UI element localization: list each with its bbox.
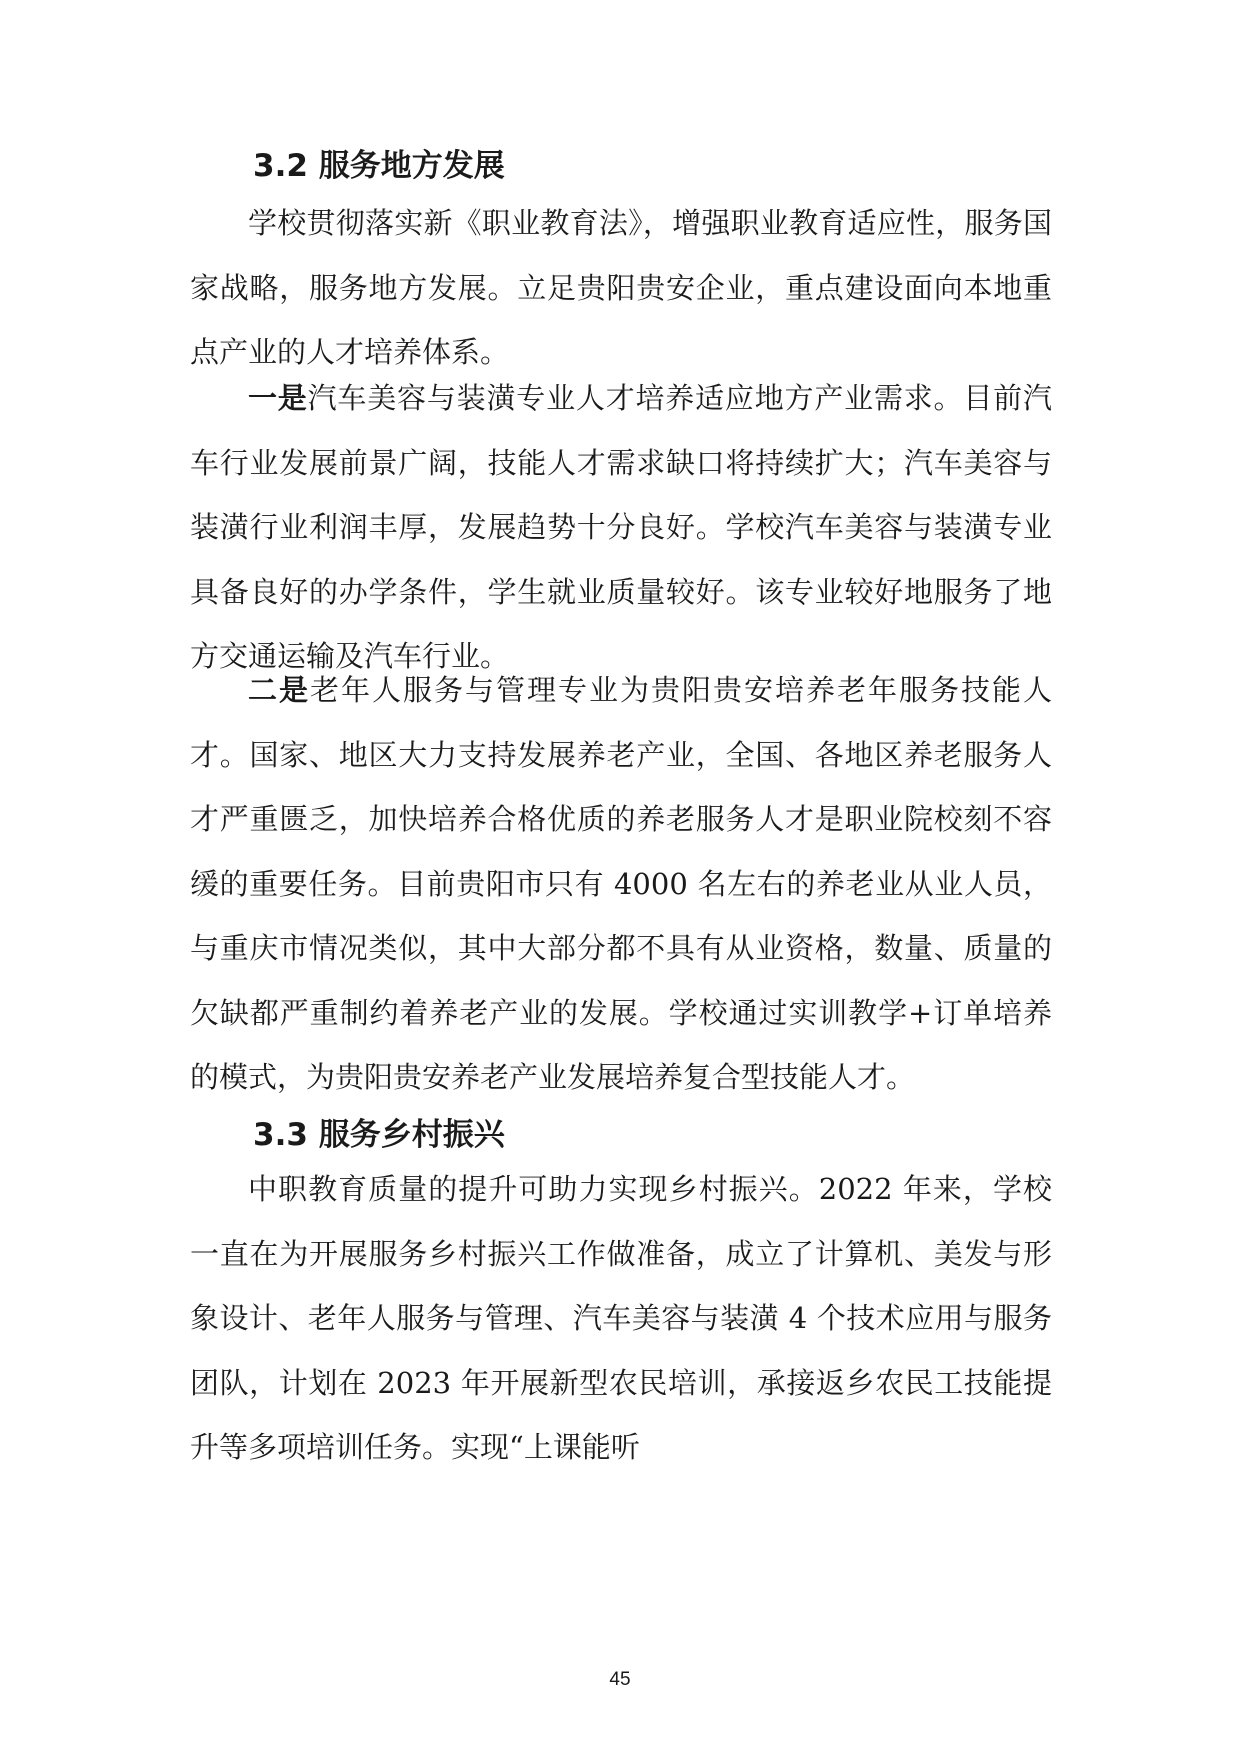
point-2-lead: 二是 <box>248 673 310 707</box>
section-heading-3-3: 3.3 服务乡村振兴 <box>253 1117 505 1153</box>
paragraph-point-1 <box>190 366 1052 689</box>
point-2-text: 老年人服务与管理专业为贵阳贵安培养老年服务技能人才。国家、地区大力支持发展养老产业，全国、各地区养老服务人才严重匮乏，加快培养合格优质的养老服务人才是职业院校刻不容缓的重要任务。目前贵阳市只有 4000 名左右的养老业从业人员，与重庆市情况类似，其中大部分都不具有从业资格，数量、质量的欠缺都严重制约着养老产业的发展。学校通过实训教学+订单培养的模式，为贵阳贵安养老产业发展培养复合型技能人才。 <box>190 673 1052 1094</box>
point-1-text: 汽车美容与装潢专业人才培养适应地方产业需求。目前汽车行业发展前景广阔，技能人才需求缺口将持续扩大；汽车美容与装潢行业利润丰厚，发展趋势十分良好。学校汽车美容与装潢专业具备良好的办学条件，学生就业质量较好。该专业较好地服务了地方交通运输及汽车行业。 <box>190 381 1052 673</box>
section-heading-3-2: 3.2 服务地方发展 <box>253 148 505 184</box>
paragraph-intro-3-2: 学校贯彻落实新《职业教育法》，增强职业教育适应性，服务国家战略，服务地方发展。立足贵阳贵安企业，重点建设面向本地重点产业的人才培养体系。 <box>190 206 1052 369</box>
page-number: 45 <box>609 1669 631 1690</box>
point-1-lead: 一是 <box>248 381 308 415</box>
paragraph-point-2 <box>190 658 1052 1110</box>
paragraph-intro-3-3: 中职教育质量的提升可助力实现乡村振兴。2022 年来，学校一直在为开展服务乡村振兴工作做准备，成立了计算机、美发与形象设计、老年人服务与管理、汽车美容与装潢 4 个技术应用与服务团队，计划在 2023 年开展新型农民培训，承接返乡农民工技能提升等多项培训任务。实现“上课能听 <box>190 1172 1052 1464</box>
